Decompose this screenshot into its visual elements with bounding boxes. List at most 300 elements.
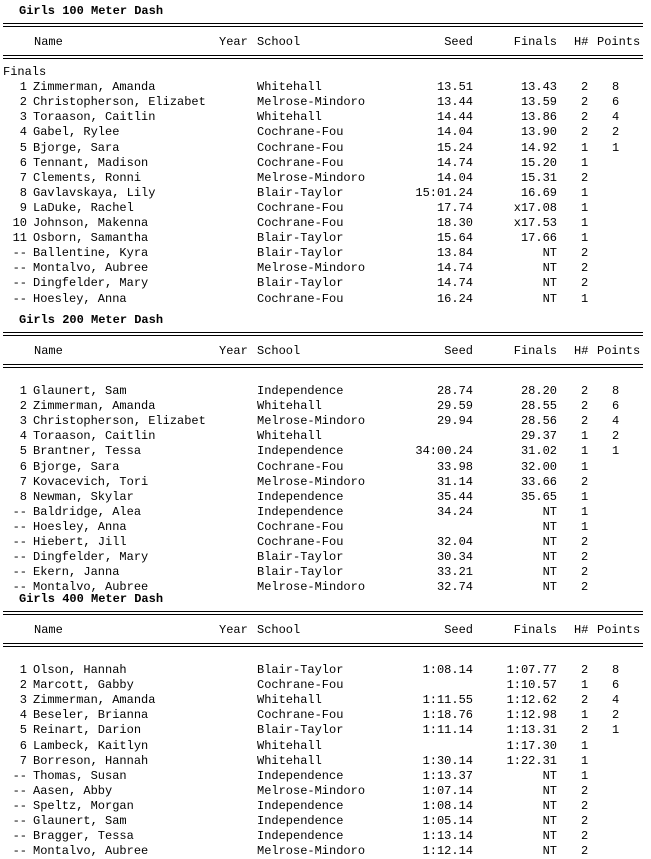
- heat-cell: 2: [581, 565, 589, 579]
- heat-cell: 2: [581, 844, 589, 858]
- finals-cell: NT: [542, 550, 557, 564]
- points-cell: 8: [612, 663, 620, 677]
- seed-cell: 34.24: [436, 505, 473, 519]
- finals-cell: 28.55: [520, 399, 557, 413]
- heat-cell: 1: [581, 429, 589, 443]
- seed-cell: 1:07.14: [422, 784, 473, 798]
- school-cell: Melrose-Mindoro: [257, 95, 366, 109]
- result-row: [0, 231, 651, 246]
- heat-cell: 1: [581, 678, 589, 692]
- finals-cell: 33.66: [520, 475, 557, 489]
- athlete-name-cell: Gavlavskaya, Lily: [33, 186, 156, 200]
- points-cell: 4: [612, 693, 620, 707]
- result-row: [0, 201, 651, 216]
- seed-cell: 1:13.37: [422, 769, 473, 783]
- heat-cell: 2: [581, 384, 589, 398]
- place-cell: --: [12, 550, 27, 564]
- school-cell: Whitehall: [257, 110, 322, 124]
- school-cell: Blair-Taylor: [257, 276, 344, 290]
- heat-cell: 1: [581, 769, 589, 783]
- result-row: [0, 844, 651, 859]
- seed-cell: 31.14: [436, 475, 473, 489]
- header-rule-bottom: [3, 643, 643, 644]
- place-cell: --: [12, 505, 27, 519]
- school-cell: Melrose-Mindoro: [257, 844, 366, 858]
- result-row: [0, 276, 651, 291]
- finals-cell: NT: [542, 276, 557, 290]
- athlete-name-cell: Glaunert, Sam: [33, 814, 127, 828]
- finals-cell: x17.08: [513, 201, 557, 215]
- col-header-seed: Seed: [444, 344, 473, 358]
- finals-cell: 17.66: [520, 231, 557, 245]
- heat-cell: 2: [581, 125, 589, 139]
- place-cell: 8: [19, 490, 27, 504]
- result-row: [0, 475, 651, 490]
- finals-cell: 15.31: [520, 171, 557, 185]
- result-row: [0, 663, 651, 678]
- place-cell: 5: [19, 444, 27, 458]
- place-cell: 2: [19, 95, 27, 109]
- points-cell: 1: [612, 723, 620, 737]
- place-cell: --: [12, 535, 27, 549]
- heat-cell: 2: [581, 784, 589, 798]
- heat-cell: 2: [581, 246, 589, 260]
- result-row: [0, 186, 651, 201]
- header-rule-top: [3, 332, 643, 333]
- seed-cell: 32.74: [436, 580, 473, 594]
- col-header-heat: H#: [574, 344, 589, 358]
- seed-cell: 1:11.14: [422, 723, 473, 737]
- school-cell: Independence: [257, 799, 344, 813]
- seed-cell: 1:08.14: [422, 663, 473, 677]
- athlete-name-cell: Newman, Skylar: [33, 490, 134, 504]
- school-cell: Independence: [257, 814, 344, 828]
- heat-cell: 2: [581, 580, 589, 594]
- athlete-name-cell: Marcott, Gabby: [33, 678, 134, 692]
- seed-cell: 15.64: [436, 231, 473, 245]
- heat-cell: 2: [581, 399, 589, 413]
- finals-cell: 1:10.57: [506, 678, 557, 692]
- school-cell: Blair-Taylor: [257, 723, 344, 737]
- athlete-name-cell: Zimmerman, Amanda: [33, 693, 156, 707]
- seed-cell: 29.94: [436, 414, 473, 428]
- result-row: [0, 505, 651, 520]
- school-cell: Whitehall: [257, 693, 322, 707]
- result-row: [0, 216, 651, 231]
- seed-cell: 1:05.14: [422, 814, 473, 828]
- school-cell: Blair-Taylor: [257, 246, 344, 260]
- result-row: [0, 550, 651, 565]
- header-rule-top: [3, 611, 643, 612]
- result-row: [0, 156, 651, 171]
- school-cell: Melrose-Mindoro: [257, 261, 366, 275]
- place-cell: 1: [19, 663, 27, 677]
- points-cell: 1: [612, 444, 620, 458]
- finals-cell: NT: [542, 535, 557, 549]
- finals-cell: NT: [542, 520, 557, 534]
- seed-cell: 30.34: [436, 550, 473, 564]
- heat-cell: 1: [581, 186, 589, 200]
- heat-cell: 1: [581, 505, 589, 519]
- col-header-seed: Seed: [444, 623, 473, 637]
- finals-cell: 13.43: [520, 80, 557, 94]
- heat-cell: 1: [581, 216, 589, 230]
- athlete-name-cell: Bjorge, Sara: [33, 460, 120, 474]
- athlete-name-cell: LaDuke, Rachel: [33, 201, 134, 215]
- place-cell: 7: [19, 475, 27, 489]
- heat-cell: 2: [581, 475, 589, 489]
- result-row: [0, 784, 651, 799]
- place-cell: --: [12, 246, 27, 260]
- result-row: [0, 444, 651, 459]
- seed-cell: 29.59: [436, 399, 473, 413]
- col-header-school: School: [257, 344, 301, 358]
- school-cell: Independence: [257, 384, 344, 398]
- finals-cell: 16.69: [520, 186, 557, 200]
- finals-cell: 1:17.30: [506, 739, 557, 753]
- heat-cell: 1: [581, 460, 589, 474]
- heat-cell: 1: [581, 231, 589, 245]
- result-row: [0, 95, 651, 110]
- heat-cell: 1: [581, 292, 589, 306]
- seed-cell: 14.74: [436, 276, 473, 290]
- finals-cell: NT: [542, 292, 557, 306]
- athlete-name-cell: Zimmerman, Amanda: [33, 80, 156, 94]
- result-row: [0, 399, 651, 414]
- place-cell: --: [12, 565, 27, 579]
- finals-cell: 31.02: [520, 444, 557, 458]
- finals-cell: NT: [542, 769, 557, 783]
- seed-cell: 18.30: [436, 216, 473, 230]
- points-cell: 6: [612, 399, 620, 413]
- event-title: Girls 400 Meter Dash: [19, 592, 164, 606]
- school-cell: Melrose-Mindoro: [257, 784, 366, 798]
- place-cell: --: [12, 784, 27, 798]
- col-header-seed: Seed: [444, 35, 473, 49]
- place-cell: 4: [19, 429, 27, 443]
- finals-cell: 28.20: [520, 384, 557, 398]
- result-row: [0, 110, 651, 125]
- seed-cell: 16.24: [436, 292, 473, 306]
- col-header-year: Year: [219, 344, 248, 358]
- seed-cell: 32.04: [436, 535, 473, 549]
- school-cell: Blair-Taylor: [257, 231, 344, 245]
- col-header-name: Name: [34, 35, 63, 49]
- finals-cell: NT: [542, 814, 557, 828]
- result-row: [0, 678, 651, 693]
- school-cell: Blair-Taylor: [257, 186, 344, 200]
- athlete-name-cell: Baldridge, Alea: [33, 505, 142, 519]
- place-cell: 3: [19, 693, 27, 707]
- finals-cell: NT: [542, 505, 557, 519]
- place-cell: 10: [12, 216, 27, 230]
- finals-cell: 14.92: [520, 141, 557, 155]
- athlete-name-cell: Montalvo, Aubree: [33, 261, 149, 275]
- heat-cell: 1: [581, 520, 589, 534]
- points-cell: 6: [612, 95, 620, 109]
- points-cell: 2: [612, 708, 620, 722]
- school-cell: Cochrane-Fou: [257, 535, 344, 549]
- finals-cell: 1:13.31: [506, 723, 557, 737]
- result-row: [0, 693, 651, 708]
- place-cell: --: [12, 292, 27, 306]
- place-cell: 7: [19, 171, 27, 185]
- place-cell: --: [12, 261, 27, 275]
- school-cell: Cochrane-Fou: [257, 216, 344, 230]
- col-header-year: Year: [219, 35, 248, 49]
- result-row: [0, 814, 651, 829]
- athlete-name-cell: Reinart, Darion: [33, 723, 142, 737]
- school-cell: Melrose-Mindoro: [257, 475, 366, 489]
- finals-cell: NT: [542, 784, 557, 798]
- result-row: [0, 490, 651, 505]
- school-cell: Cochrane-Fou: [257, 460, 344, 474]
- athlete-name-cell: Ekern, Janna: [33, 565, 120, 579]
- school-cell: Independence: [257, 444, 344, 458]
- result-row: [0, 171, 651, 186]
- col-header-finals: Finals: [513, 344, 557, 358]
- result-row: [0, 414, 651, 429]
- result-row: [0, 429, 651, 444]
- seed-cell: 33.98: [436, 460, 473, 474]
- seed-cell: 1:08.14: [422, 799, 473, 813]
- heat-cell: 2: [581, 663, 589, 677]
- col-header-finals: Finals: [513, 35, 557, 49]
- school-cell: Independence: [257, 505, 344, 519]
- place-cell: 6: [19, 739, 27, 753]
- header-rule-bottom: [3, 364, 643, 365]
- athlete-name-cell: Beseler, Brianna: [33, 708, 149, 722]
- place-cell: 1: [19, 80, 27, 94]
- finals-cell: NT: [542, 261, 557, 275]
- heat-cell: 2: [581, 80, 589, 94]
- seed-cell: 14.04: [436, 171, 473, 185]
- col-header-name: Name: [34, 344, 63, 358]
- finals-cell: 32.00: [520, 460, 557, 474]
- col-header-points: Points: [597, 623, 641, 637]
- heat-cell: 1: [581, 754, 589, 768]
- athlete-name-cell: Lambeck, Kaitlyn: [33, 739, 149, 753]
- points-cell: 4: [612, 414, 620, 428]
- finals-cell: 13.59: [520, 95, 557, 109]
- heat-cell: 2: [581, 693, 589, 707]
- school-cell: Blair-Taylor: [257, 663, 344, 677]
- finals-cell: 13.86: [520, 110, 557, 124]
- points-cell: 2: [612, 429, 620, 443]
- seed-cell: 1:13.14: [422, 829, 473, 843]
- points-cell: 8: [612, 80, 620, 94]
- place-cell: 9: [19, 201, 27, 215]
- finals-cell: 1:07.77: [506, 663, 557, 677]
- seed-cell: 14.74: [436, 156, 473, 170]
- place-cell: --: [12, 580, 27, 594]
- place-cell: --: [12, 829, 27, 843]
- result-row: [0, 754, 651, 769]
- place-cell: 5: [19, 141, 27, 155]
- finals-cell: NT: [542, 580, 557, 594]
- seed-cell: 34:00.24: [415, 444, 473, 458]
- seed-cell: 1:30.14: [422, 754, 473, 768]
- heat-cell: 2: [581, 535, 589, 549]
- result-row: [0, 246, 651, 261]
- finals-cell: 13.90: [520, 125, 557, 139]
- place-cell: 3: [19, 414, 27, 428]
- heat-cell: 1: [581, 708, 589, 722]
- heat-cell: 2: [581, 261, 589, 275]
- result-row: [0, 384, 651, 399]
- heat-cell: 2: [581, 550, 589, 564]
- school-cell: Cochrane-Fou: [257, 125, 344, 139]
- col-header-year: Year: [219, 623, 248, 637]
- athlete-name-cell: Montalvo, Aubree: [33, 580, 149, 594]
- athlete-name-cell: Osborn, Samantha: [33, 231, 149, 245]
- points-cell: 6: [612, 678, 620, 692]
- athlete-name-cell: Speltz, Morgan: [33, 799, 134, 813]
- athlete-name-cell: Hoesley, Anna: [33, 520, 127, 534]
- place-cell: 11: [12, 231, 27, 245]
- seed-cell: 1:18.76: [422, 708, 473, 722]
- round-subhead: Finals: [3, 65, 47, 79]
- result-row: [0, 535, 651, 550]
- finals-cell: NT: [542, 799, 557, 813]
- school-cell: Melrose-Mindoro: [257, 414, 366, 428]
- col-header-name: Name: [34, 623, 63, 637]
- place-cell: 7: [19, 754, 27, 768]
- heat-cell: 2: [581, 414, 589, 428]
- athlete-name-cell: Toraason, Caitlin: [33, 110, 156, 124]
- place-cell: 2: [19, 399, 27, 413]
- seed-cell: 28.74: [436, 384, 473, 398]
- col-header-finals: Finals: [513, 623, 557, 637]
- school-cell: Independence: [257, 769, 344, 783]
- heat-cell: 2: [581, 799, 589, 813]
- points-cell: 4: [612, 110, 620, 124]
- athlete-name-cell: Bjorge, Sara: [33, 141, 120, 155]
- seed-cell: 15:01.24: [415, 186, 473, 200]
- result-row: [0, 799, 651, 814]
- result-row: [0, 520, 651, 535]
- result-row: [0, 708, 651, 723]
- event-title: Girls 100 Meter Dash: [19, 4, 164, 18]
- result-row: [0, 565, 651, 580]
- result-row: [0, 829, 651, 844]
- athlete-name-cell: Johnson, Makenna: [33, 216, 149, 230]
- school-cell: Blair-Taylor: [257, 550, 344, 564]
- place-cell: 3: [19, 110, 27, 124]
- col-header-school: School: [257, 623, 301, 637]
- finals-cell: 29.37: [520, 429, 557, 443]
- finals-cell: NT: [542, 829, 557, 843]
- place-cell: 1: [19, 384, 27, 398]
- athlete-name-cell: Brantner, Tessa: [33, 444, 142, 458]
- heat-cell: 1: [581, 201, 589, 215]
- athlete-name-cell: Christopherson, Elizabet: [33, 414, 206, 428]
- result-row: [0, 141, 651, 156]
- heat-cell: 1: [581, 444, 589, 458]
- athlete-name-cell: Clements, Ronni: [33, 171, 142, 185]
- school-cell: Cochrane-Fou: [257, 201, 344, 215]
- finals-cell: 35.65: [520, 490, 557, 504]
- school-cell: Cochrane-Fou: [257, 156, 344, 170]
- result-row: [0, 739, 651, 754]
- finals-cell: NT: [542, 844, 557, 858]
- seed-cell: 14.74: [436, 261, 473, 275]
- school-cell: Whitehall: [257, 80, 322, 94]
- place-cell: 6: [19, 156, 27, 170]
- result-row: [0, 125, 651, 140]
- athlete-name-cell: Dingfelder, Mary: [33, 276, 149, 290]
- school-cell: Whitehall: [257, 754, 322, 768]
- points-cell: 8: [612, 384, 620, 398]
- school-cell: Whitehall: [257, 399, 322, 413]
- athlete-name-cell: Toraason, Caitlin: [33, 429, 156, 443]
- seed-cell: 13.51: [436, 80, 473, 94]
- athlete-name-cell: Glaunert, Sam: [33, 384, 127, 398]
- athlete-name-cell: Kovacevich, Tori: [33, 475, 149, 489]
- place-cell: 8: [19, 186, 27, 200]
- heat-cell: 1: [581, 739, 589, 753]
- athlete-name-cell: Montalvo, Aubree: [33, 844, 149, 858]
- school-cell: Independence: [257, 829, 344, 843]
- athlete-name-cell: Thomas, Susan: [33, 769, 127, 783]
- school-cell: Cochrane-Fou: [257, 292, 344, 306]
- school-cell: Independence: [257, 490, 344, 504]
- finals-cell: x17.53: [513, 216, 557, 230]
- heat-cell: 2: [581, 723, 589, 737]
- header-rule-top: [3, 23, 643, 24]
- athlete-name-cell: Hiebert, Jill: [33, 535, 127, 549]
- athlete-name-cell: Tennant, Madison: [33, 156, 149, 170]
- place-cell: --: [12, 844, 27, 858]
- result-row: [0, 460, 651, 475]
- school-cell: Blair-Taylor: [257, 565, 344, 579]
- seed-cell: 1:11.55: [422, 693, 473, 707]
- school-cell: Cochrane-Fou: [257, 520, 344, 534]
- athlete-name-cell: Dingfelder, Mary: [33, 550, 149, 564]
- school-cell: Whitehall: [257, 429, 322, 443]
- col-header-points: Points: [597, 344, 641, 358]
- finals-cell: 1:12.98: [506, 708, 557, 722]
- finals-cell: 1:22.31: [506, 754, 557, 768]
- result-row: [0, 292, 651, 307]
- athlete-name-cell: Gabel, Rylee: [33, 125, 120, 139]
- heat-cell: 2: [581, 95, 589, 109]
- school-cell: Melrose-Mindoro: [257, 580, 366, 594]
- place-cell: --: [12, 799, 27, 813]
- athlete-name-cell: Christopherson, Elizabet: [33, 95, 206, 109]
- school-cell: Cochrane-Fou: [257, 708, 344, 722]
- athlete-name-cell: Ballentine, Kyra: [33, 246, 149, 260]
- athlete-name-cell: Olson, Hannah: [33, 663, 127, 677]
- place-cell: 4: [19, 125, 27, 139]
- place-cell: 6: [19, 460, 27, 474]
- col-header-heat: H#: [574, 35, 589, 49]
- event-title: Girls 200 Meter Dash: [19, 313, 164, 327]
- seed-cell: 35.44: [436, 490, 473, 504]
- seed-cell: 33.21: [436, 565, 473, 579]
- school-cell: Melrose-Mindoro: [257, 171, 366, 185]
- finals-cell: 1:12.62: [506, 693, 557, 707]
- result-row: [0, 769, 651, 784]
- col-header-school: School: [257, 35, 301, 49]
- athlete-name-cell: Bragger, Tessa: [33, 829, 134, 843]
- athlete-name-cell: Borreson, Hannah: [33, 754, 149, 768]
- result-row: [0, 80, 651, 95]
- seed-cell: 17.74: [436, 201, 473, 215]
- seed-cell: 13.84: [436, 246, 473, 260]
- heat-cell: 1: [581, 141, 589, 155]
- school-cell: Cochrane-Fou: [257, 678, 344, 692]
